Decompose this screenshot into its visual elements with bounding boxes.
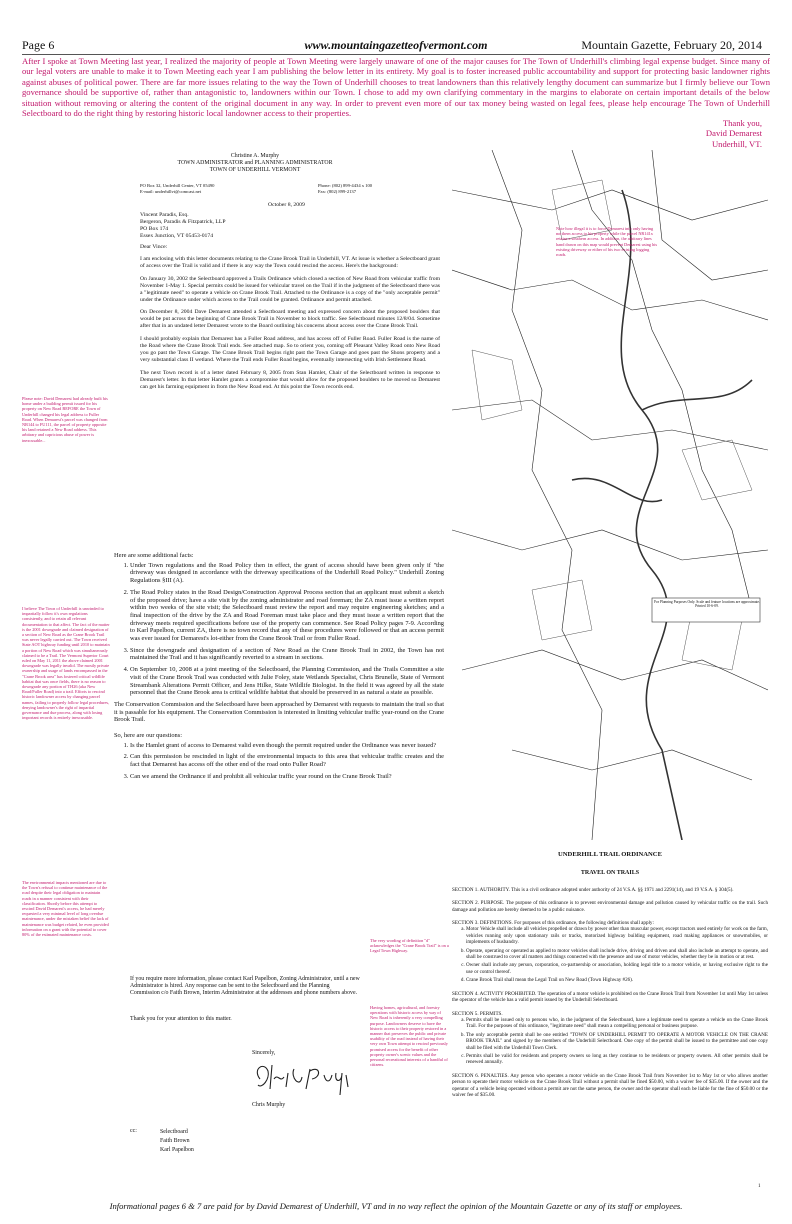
closing-thanks: Thank you for your attention to this matter. — [130, 1016, 232, 1022]
cc-list — [160, 1128, 194, 1155]
signer-name: Chris Murphy — [252, 1102, 286, 1108]
signoff-thanks: Thank you, — [722, 118, 762, 128]
section-3-heading: SECTION 3. DEFINITIONS. For purposes of this ordinance, the following definitions shall apply: — [452, 920, 654, 927]
ordinance-section-1: SECTION 1. AUTHORITY. This is a civil ordinance adopted under authority of 24 V.S.A. §§ 1971 and 2291(14), and 19 V.S.A. § 304(5). — [452, 886, 734, 893]
letterhead-name: Christine A. Murphy — [230, 153, 280, 159]
conservation-paragraph: The Conservation Commission and the Selectboard have been approached by Demarest with requests to maintain the trail so that it is passable for his equipment. The Conservation Commission is interested in limiting vehicular traffic year-round on the Crane Brook Trail. — [114, 700, 444, 724]
handwritten-signature — [250, 1059, 360, 1099]
page-number: Page 6 — [22, 38, 55, 52]
letterhead-town: TOWN OF UNDERHILL VERMONT — [209, 167, 301, 173]
signoff-name: David Demarest — [705, 128, 762, 139]
ordinance-section-5 — [452, 1011, 768, 1066]
question-item: 2. Can this permission be rescinded in light of the environmental impacts to this area that vehicular traffic creates and the fact that Demarest has access off the other end of the road onto Fuller Road? — [130, 753, 444, 768]
closing-paragraph: If you require more information, please contact Karl Papelbon, Zoning Administrator, until a new Administrator is hired. Any response can be sent to the Selectboard and the Planning Commission c/o Faith Brown, Interim Administrator at the addresses and phone numbers above. — [130, 976, 360, 997]
definition-item: d. Crane Brook Trail shall mean the Legal Trail on New Road (Town Highway #26). — [466, 977, 768, 983]
map-caption: For Planning Purposes Only. Scale and feature locations are approximate. Printed 10-6-09. — [654, 600, 760, 609]
permit-item: a. Permits shall be issued only to persons who, in the judgment of the Selectboard, have a legitimate need to operate a vehicle on the Crane Brook Trail. For the purposes of this ordinance, "legitimate need" shall mean a compelling personal or business purpose. — [466, 1017, 768, 1030]
question-item: 3. Can we amend the Ordinance if and prohibit all vehicular traffic year round on the Crane Brook Trail? — [130, 773, 444, 781]
cc-item: Faith Brown — [160, 1138, 190, 1144]
header-rule — [22, 54, 770, 55]
letter-salutation: Dear Vince: — [140, 244, 168, 250]
ordinance-title: UNDERHILL TRAIL ORDINANCE — [558, 851, 662, 858]
trail-ordinance — [452, 852, 768, 1105]
recipient-line: PO Box 174 — [140, 225, 169, 232]
letterhead-po: PO Box 32, Underhill Center, VT 05490 — [140, 183, 215, 188]
definition-item: c. Owner shall include any person, corporation, co-partnership or association, holding legal title to a motor vehicle, or having exclusive right to the use or control thereof. — [466, 962, 768, 975]
wording-margin-note: The very wording of definition "d" acknowledges the "Crane Brook Trail" is on a Legal Town Highway. — [370, 938, 449, 954]
permit-item: b. The only acceptable permit shall be one entitled "TOWN OF UNDERHILL PERMIT TO OPERATE A MOTOR VEHICLE ON THE CRANE BROOK TRAIL" and signed by the members of the Underhill Selectboard. One copy of the permit shall be issued to the permittee and one copy shall be filed with the Underhill Town Clerk. — [466, 1032, 768, 1051]
ordinance-page-number: 1 — [758, 1184, 761, 1189]
letterhead — [140, 153, 370, 174]
environment-margin-note: The environmental impacts mentioned are due to the Town's refusal to continue maintenance of the road despite their legal obligation to maintain roads in a manner consistent with their classification. Shortly before this attempt to rescind David Demarest's access, he had merely requested a very minimal level of long overdue maintenance, under the mistaken belief the lack of maintenance was budget related, he even provided information on a grant with the potential to cover 80% of the estimated maintenance costs. — [22, 880, 109, 938]
recipient-line: Vincent Paradis, Esq. — [140, 212, 189, 218]
fact-item: 1. Under Town regulations and the Road Policy then in effect, the grant of access should have been given only if "the driveway was designed in accordance with the driveway specifications of the Underhill Road Policy." Underhill Zoning Regulations §III (A). — [130, 562, 444, 585]
letter-paragraph: On December 8, 2004 Dave Demarest attended a Selectboard meeting and expressed concern about the proposed boulders that would be put across the beginning of Crane Brook Trail in November to block traffic. See Selectboard minutes 12/8/04. Sometime after that in an undated letter Demarest wrote to the Board outlining his concerns about access over the Crane Brook Trail. — [140, 309, 440, 330]
homes-margin-note: Having homes, agricultural, and forestry operations with historic access by way of New Road is inherently a very compelling purpose. Landowners deserve to have the historic access to their property restored in a manner that preserves the public and private usability of the road instead of having their very own Town attempt to rescind previously promised access for the benefit of other property owner's scenic values and the personal recreational interests of a handful of citizens. — [370, 1005, 448, 1068]
fact-item: 3. Since the downgrade and designation of a section of New Road as the Crane Brook Trail in 2002, the Town has not maintained the Trail and it has significantly reverted to a stream in sections. — [130, 647, 444, 662]
additional-facts — [114, 552, 444, 785]
letterhead-fax: Fax: (802) 899-2137 — [318, 188, 357, 194]
letterhead-address — [140, 183, 214, 194]
letter-paragraph: I should probably explain that Demarest has a Fuller Road address, and has access off of Fuller Road. Fuller Road is the name of the Road where the Crane Brook Trail ends. See attached map. So to orient you, coming off Pleasant Valley Road onto New Road you go past the Town Garage. The Crane Brook Trail begins right past the Town Garage and goes past the Shons property and a very substantial class II wetland. Where the Trail ends Fuller Road begins, eventually intersecting with Irish Settlement Road. — [140, 336, 440, 363]
cc-item: Selectboard — [160, 1129, 188, 1135]
ordinance-section-4: SECTION 4. ACTIVITY PROHIBITED. The operation of a motor vehicle is prohibited on the Crane Brook Trail from November 1st until May 1st unless the operator of the vehicle has a valid permit issued by the Underhill Selectboard. — [452, 990, 768, 1004]
letter-date: October 8, 2009 — [268, 202, 305, 208]
definitions-list — [452, 926, 768, 983]
permit-item: c. Permits shall be valid for residents and property owners so long as they continue to be residents or property owners. All other permits shall be renewed annually. — [466, 1053, 768, 1066]
sincerely: Sincerely, — [252, 1050, 276, 1056]
letter-paragraph: On January 30, 2002 the Selectboard approved a Trails Ordinance which closed a section of New Road from vehicular traffic from November 1-May 1. Special permits could be issued for vehicular travel on the Trail if in the judgment of the Selectboard there was a "legitimate need" to operate a vehicle on Crane Brook Trail. Attached to the Ordinance is a copy of the "only acceptable permit" under the Ordinance under which access to the Trail could be granted. Ordinance and permit attached. — [140, 275, 440, 303]
questions-list — [114, 742, 444, 781]
definition-item: a. Motor Vehicle shall include all vehicles propelled or drawn by power other than muscular power, except tractors used entirely for work on the farm, vehicles running only upon stationary rails or tracks, motorized highway building equipment, road making appliances or snowmobiles, or implements of husbandry. — [466, 926, 768, 945]
address-margin-note: Please note: David Demarest had already built his home under a building permit issued for his property on New Road BEFORE the Town of Underhill changed his legal address to Fuller Road. When Demarest's parcel was changed from NR144 to FU111, the parcel of property opposite his land retained a New Road address. This arbitrary and capricious abuse of power is inexcusable... — [22, 396, 108, 443]
page-footer: Informational pages 6 & 7 are paid for by David Demarest of Underhill, VT and in no way reflect the opinion of the Mountain Gazette or any of its staff or employees. — [109, 1201, 683, 1211]
cc-label: cc: — [130, 1128, 137, 1134]
question-item: 1. Is the Hamlet grant of access to Demarest valid even though the permit required under the Ordinance was never issued? — [130, 742, 444, 750]
letterhead-email: E-mail: underhillvt@comcast.net — [140, 188, 202, 194]
recipient-line: Bergeron, Paradis & Fitzpatrick, LLP — [140, 218, 226, 225]
cc-item: Karl Papelbon — [160, 1147, 194, 1153]
recipient-line: Essex Junction, VT 05453-0174 — [140, 232, 214, 239]
facts-intro: Here are some additional facts: — [114, 552, 194, 559]
ordinance-section-2: SECTION 2. PURPOSE. The purpose of this ordinance is to prevent environmental damage and pollution caused by vehicular traffic on the trail. Such damage and pollution are hereby deemed to be a public nuisance. — [452, 900, 768, 913]
definition-item: b. Operate, operating or operated as applied to motor vehicles shall include drive, driving and driven and shall also include an attempt to operate, and shall be construed to cover all matters and things connected with the presence and use of motor vehicles, whether they be in motion or at rest. — [466, 948, 768, 961]
facts-list — [114, 562, 444, 697]
questions-intro: So, here are our questions: — [114, 732, 182, 740]
letterhead-title: TOWN ADMINISTRATOR and PLANNING ADMINISTRATOR — [177, 160, 333, 166]
author-signoff — [602, 118, 762, 149]
intro-paragraph: After I spoke at Town Meeting last year, I realized the majority of people at Town Meeting were largely unaware of one of the major causes for The Town of Underhill's climbing legal expense budget. Since many of our legal voters are unable to make it to Town Meeting each year I am publishing the below letter in its entirety. My goal is to foster increased public accountability and support for protecting basic landowner rights against abuses of political power. There are far more issues relating to the way the Town of Underhill chooses to treat landowners than this relatively lengthy document can summarize but I firmly believe our Town governance should be supportive of, rather than antagonistic to, landowners within our Town. I chose to add my own clarifying commentary in the margins to elaborate on certain important details of the below situation without removing or altering the content of the original document in any way. In order to prevent even more of our tax money being wasted on legal fees, please help encourage The Town of Underhill Selectboard to do the right thing by restoring historic local landowner access to their properties. — [22, 56, 770, 119]
obligation-margin-note: I believe The Town of Underhill is unwinded to impartially follow it's own regulations consistently, and to retain all relevant documentation to that affect. The fact of the matter is the 2001 downgrade and claimed designation of a section of New Road as the Crane Brook Trail was never legally carried out. The Town received State AOT highway funding until 2010 to maintain a portion of New Road which was simultaneously claimed to be a Trail. The Vermont Superior Court ruled on May 11, 2011 the above claimed 2001 downgrade was legally invalid. The mostly private ownership and usage of lands encompassed in the "Crane Brook area" has fostered critical wildlife habitat that was once fields, there is no reason to downgrade any portion of TH26 (aka New Road/Fuller Road) into a trail. Efforts to rescind historic landowner access by changing parcel names, failing to properly follow legal procedures, denying landowner's the right of impartial governance and due process, along with losing important records is entirely inexcusable. — [22, 606, 110, 721]
ordinance-subtitle: TRAVEL ON TRAILS — [580, 870, 640, 877]
letterhead-phone: Phone: (802) 899-4434 x 100 — [318, 183, 373, 188]
map-margin-note: Note how illegal it is to force Demarest into only having northern access to his property while the parcel NR141x retains a southern access. In addition, the arbitrary lines hand drawn on this map would prevent Demarest using his existing driveway or either of his two existing logging roads. — [556, 226, 658, 258]
letter-recipient — [140, 212, 226, 240]
letter-paragraph: The next Town record is of a letter dated February 8, 2005 from Stan Hamlet, Chair of the Selectboard written in response to Demarest's letter. In that letter Hamlet grants a compromise that would allow for the proposed boulders to be moved so Demarest can get his farming equipment in from the New Road end. At this point the Town records end. — [140, 369, 440, 390]
letter-paragraph: I am enclosing with this letter documents relating to the Crane Brook Trail in Underhill, VT. At issue is whether a Selectboard grant of access over the Trail is valid and if there is any way the Town could rescind the access. Here's the background: — [140, 256, 440, 269]
ordinance-section-6: SECTION 6. PENALTIES. Any person who operates a motor vehicle on the Crane Brook Trail from November 1st to May 1st or who allows another person to operate their motor vehicle on the Crane Brook Trail without a permit shall be fined $50.00, with a waiver fee of $35.00. If the owner and the operator of a vehicle being operated without a permit are not the same person, the owner and the operator shall each be liable for the fine of $50.00 or the waiver fee of $35.00. — [452, 1072, 768, 1098]
section-5-heading: SECTION 5. PERMITS. — [452, 1010, 503, 1017]
website-url[interactable]: www.mountaingazetteofvermont.com — [304, 38, 488, 52]
letterhead-contact — [318, 183, 372, 194]
signoff-town: Underhill, VT. — [711, 138, 762, 149]
fact-item: 4. On September 10, 2008 at a joint meeting of the Selectboard, the Planning Commission, and the Trails Committee a site visit of the Crane Brook Trail was conducted with Julie Foley, state Wetlands Specialist, Chris Brunelle, State of Vermont Streambank Alterations Permit Officer, and Jens Hilke, State Wildlife Biologist. In the field it was agreed by all the state personnel that the Crane Brook area is critical wildlife habitat that should be preserved in as natural a state as possible. — [130, 666, 444, 697]
fact-item: 2. The Road Policy states in the Road Design/Construction Approval Process section that an applicant must submit a sketch of the proposed drive; have a site visit by the zoning administrator and road foreman; the ZA must issue a written report within two weeks of the site visit; the Selectboard must review the report and may require engineering sketches; and a final inspection of the drive by the ZA and Road Foreman must take place and they must issue a written report that the driveway meets required specifications before use of the property can commence. See Road Policy pages 7-9. According to Karl Papelbon, current ZA, there is no town record that any of these procedures were followed or that an access permit was ever issued for Demarest's lot-either from the Crane Brook Trail or from Fuller Road. — [130, 589, 444, 643]
permits-list — [452, 1017, 768, 1066]
issue-date: Mountain Gazette, February 20, 2014 — [581, 38, 762, 52]
ordinance-section-3 — [452, 920, 768, 984]
letter-body — [140, 256, 440, 397]
